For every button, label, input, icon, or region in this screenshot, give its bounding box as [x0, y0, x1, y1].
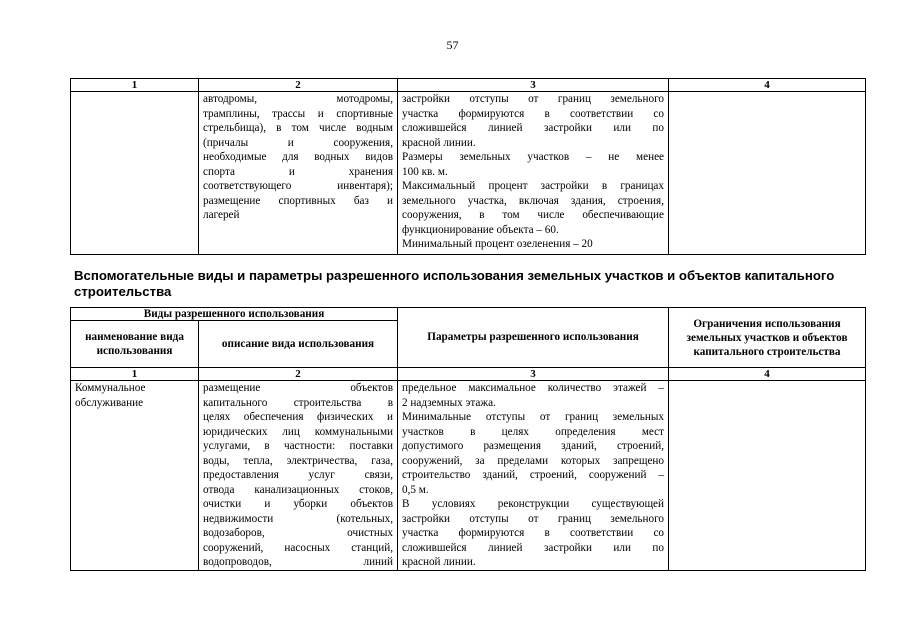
text-line: Максимальный процент застройки в границах — [402, 180, 664, 192]
column-number: 2 — [199, 368, 398, 381]
text-line: функционирование объекта – 60. — [402, 223, 559, 236]
column-numbers-row — [71, 368, 866, 381]
use-description-cell — [199, 92, 398, 255]
restrictions-cell — [669, 92, 866, 255]
header-parameters: Параметры разрешенного использования — [398, 308, 669, 368]
column-number: 2 — [199, 79, 398, 92]
text-line: необходимые для водных видов — [203, 151, 393, 163]
text-line: капитального строительства в — [203, 396, 394, 409]
text-line: Размеры земельных участков – не менее — [402, 151, 664, 163]
restrictions-cell — [669, 381, 866, 571]
text-line: предельное максимальное количество этажей – — [402, 382, 665, 394]
header-name: наименование вида использования — [71, 321, 199, 368]
text-line: автодромы, мотодромы, — [203, 93, 393, 105]
use-name-cell: Коммунальное обслуживание — [71, 381, 199, 571]
text-line: сооружений, за пределами которых запрещено — [402, 454, 665, 467]
text-line: очистки и уборки объектов — [203, 498, 394, 510]
text-line: земельного участка, включая здания, строения, — [402, 194, 664, 207]
text-line: размещение спортивных баз и — [203, 194, 393, 207]
text-line: (причалы и сооружения, — [203, 136, 393, 149]
text-line: трамплины, трассы и спортивные — [203, 107, 393, 120]
parameters-cell — [398, 92, 669, 255]
text-line: участка формируются в соответствии со — [402, 107, 664, 120]
table-row — [71, 92, 866, 255]
text-line: предоставления услуг связи, — [203, 469, 394, 481]
header-group-cell: Виды разрешенного использования — [71, 308, 398, 321]
text-line: красной линии. — [402, 556, 476, 568]
text-line: лагерей — [203, 209, 240, 221]
text-line: Минимальные отступы от границ земельных — [402, 411, 665, 423]
column-numbers-row — [71, 79, 866, 92]
column-number: 1 — [71, 79, 199, 92]
text-line: недвижимости (котельных, — [203, 512, 394, 525]
text-line: застройки отступы от границ земельного — [402, 93, 664, 105]
column-number: 1 — [71, 368, 199, 381]
header-row — [71, 308, 866, 321]
text-line: целях обеспечения физических и — [203, 411, 394, 423]
use-name-cell — [71, 92, 199, 255]
column-number: 3 — [398, 79, 669, 92]
column-number: 4 — [669, 79, 866, 92]
text-line: воды, тепла, электричества, газа, — [203, 454, 394, 467]
text-line: стрельбища), в том числе водным — [203, 122, 393, 134]
text-line: 100 кв. м. — [402, 165, 448, 178]
text-line: сложившейся линией застройки или по — [402, 541, 665, 554]
text-line: В условиях реконструкции существующей — [402, 498, 665, 510]
header-restrictions: Ограничения использования земельных участков и объектов капитального строительства — [669, 308, 866, 368]
text-line: услугами, в частности: поставки — [203, 440, 394, 452]
text-line: размещение объектов — [203, 382, 394, 394]
text-line: отвода канализационных стоков, — [203, 483, 394, 496]
text-line: 2 надземных этажа. — [402, 396, 496, 409]
parameters-cell — [398, 381, 669, 571]
text-line: застройки отступы от границ земельного — [402, 512, 665, 525]
text-line: 0,5 м. — [402, 483, 429, 496]
text-line: красной линии. — [402, 136, 476, 149]
column-number: 4 — [669, 368, 866, 381]
text-line: соответствующего инвентаря); — [203, 180, 393, 192]
auxiliary-uses-table — [70, 307, 866, 571]
text-line: водопроводов, линий — [203, 556, 394, 568]
text-line: водозаборов, очистных — [203, 527, 394, 539]
text-line: сооружений, насосных станций, — [203, 541, 394, 554]
section-heading: Вспомогательные виды и параметры разрешенного использования земельных участков и объектов капитального строительства — [74, 268, 835, 299]
text-line: спорта и хранения — [203, 165, 393, 178]
text-line: Минимальный процент озеленения – 20 — [402, 238, 593, 250]
text-line: допустимого размещения зданий, строений, — [402, 440, 665, 452]
column-number: 3 — [398, 368, 669, 381]
use-description-cell — [199, 381, 398, 571]
text-line: участков в целях определения мест — [402, 425, 665, 438]
text-line: строительство зданий, строений, сооружений – — [402, 469, 665, 481]
text-line: сложившейся линией застройки или по — [402, 122, 664, 134]
text-line: участка формируются в соответствии со — [402, 527, 665, 539]
header-description: описание вида использования — [199, 321, 398, 368]
table-row — [71, 381, 866, 571]
table-continuation — [70, 78, 866, 255]
text-line: юридических лиц коммунальными — [203, 425, 394, 438]
text-line: сооружения, в том числе обеспечивающие — [402, 209, 664, 221]
page-number: 57 — [446, 38, 459, 52]
